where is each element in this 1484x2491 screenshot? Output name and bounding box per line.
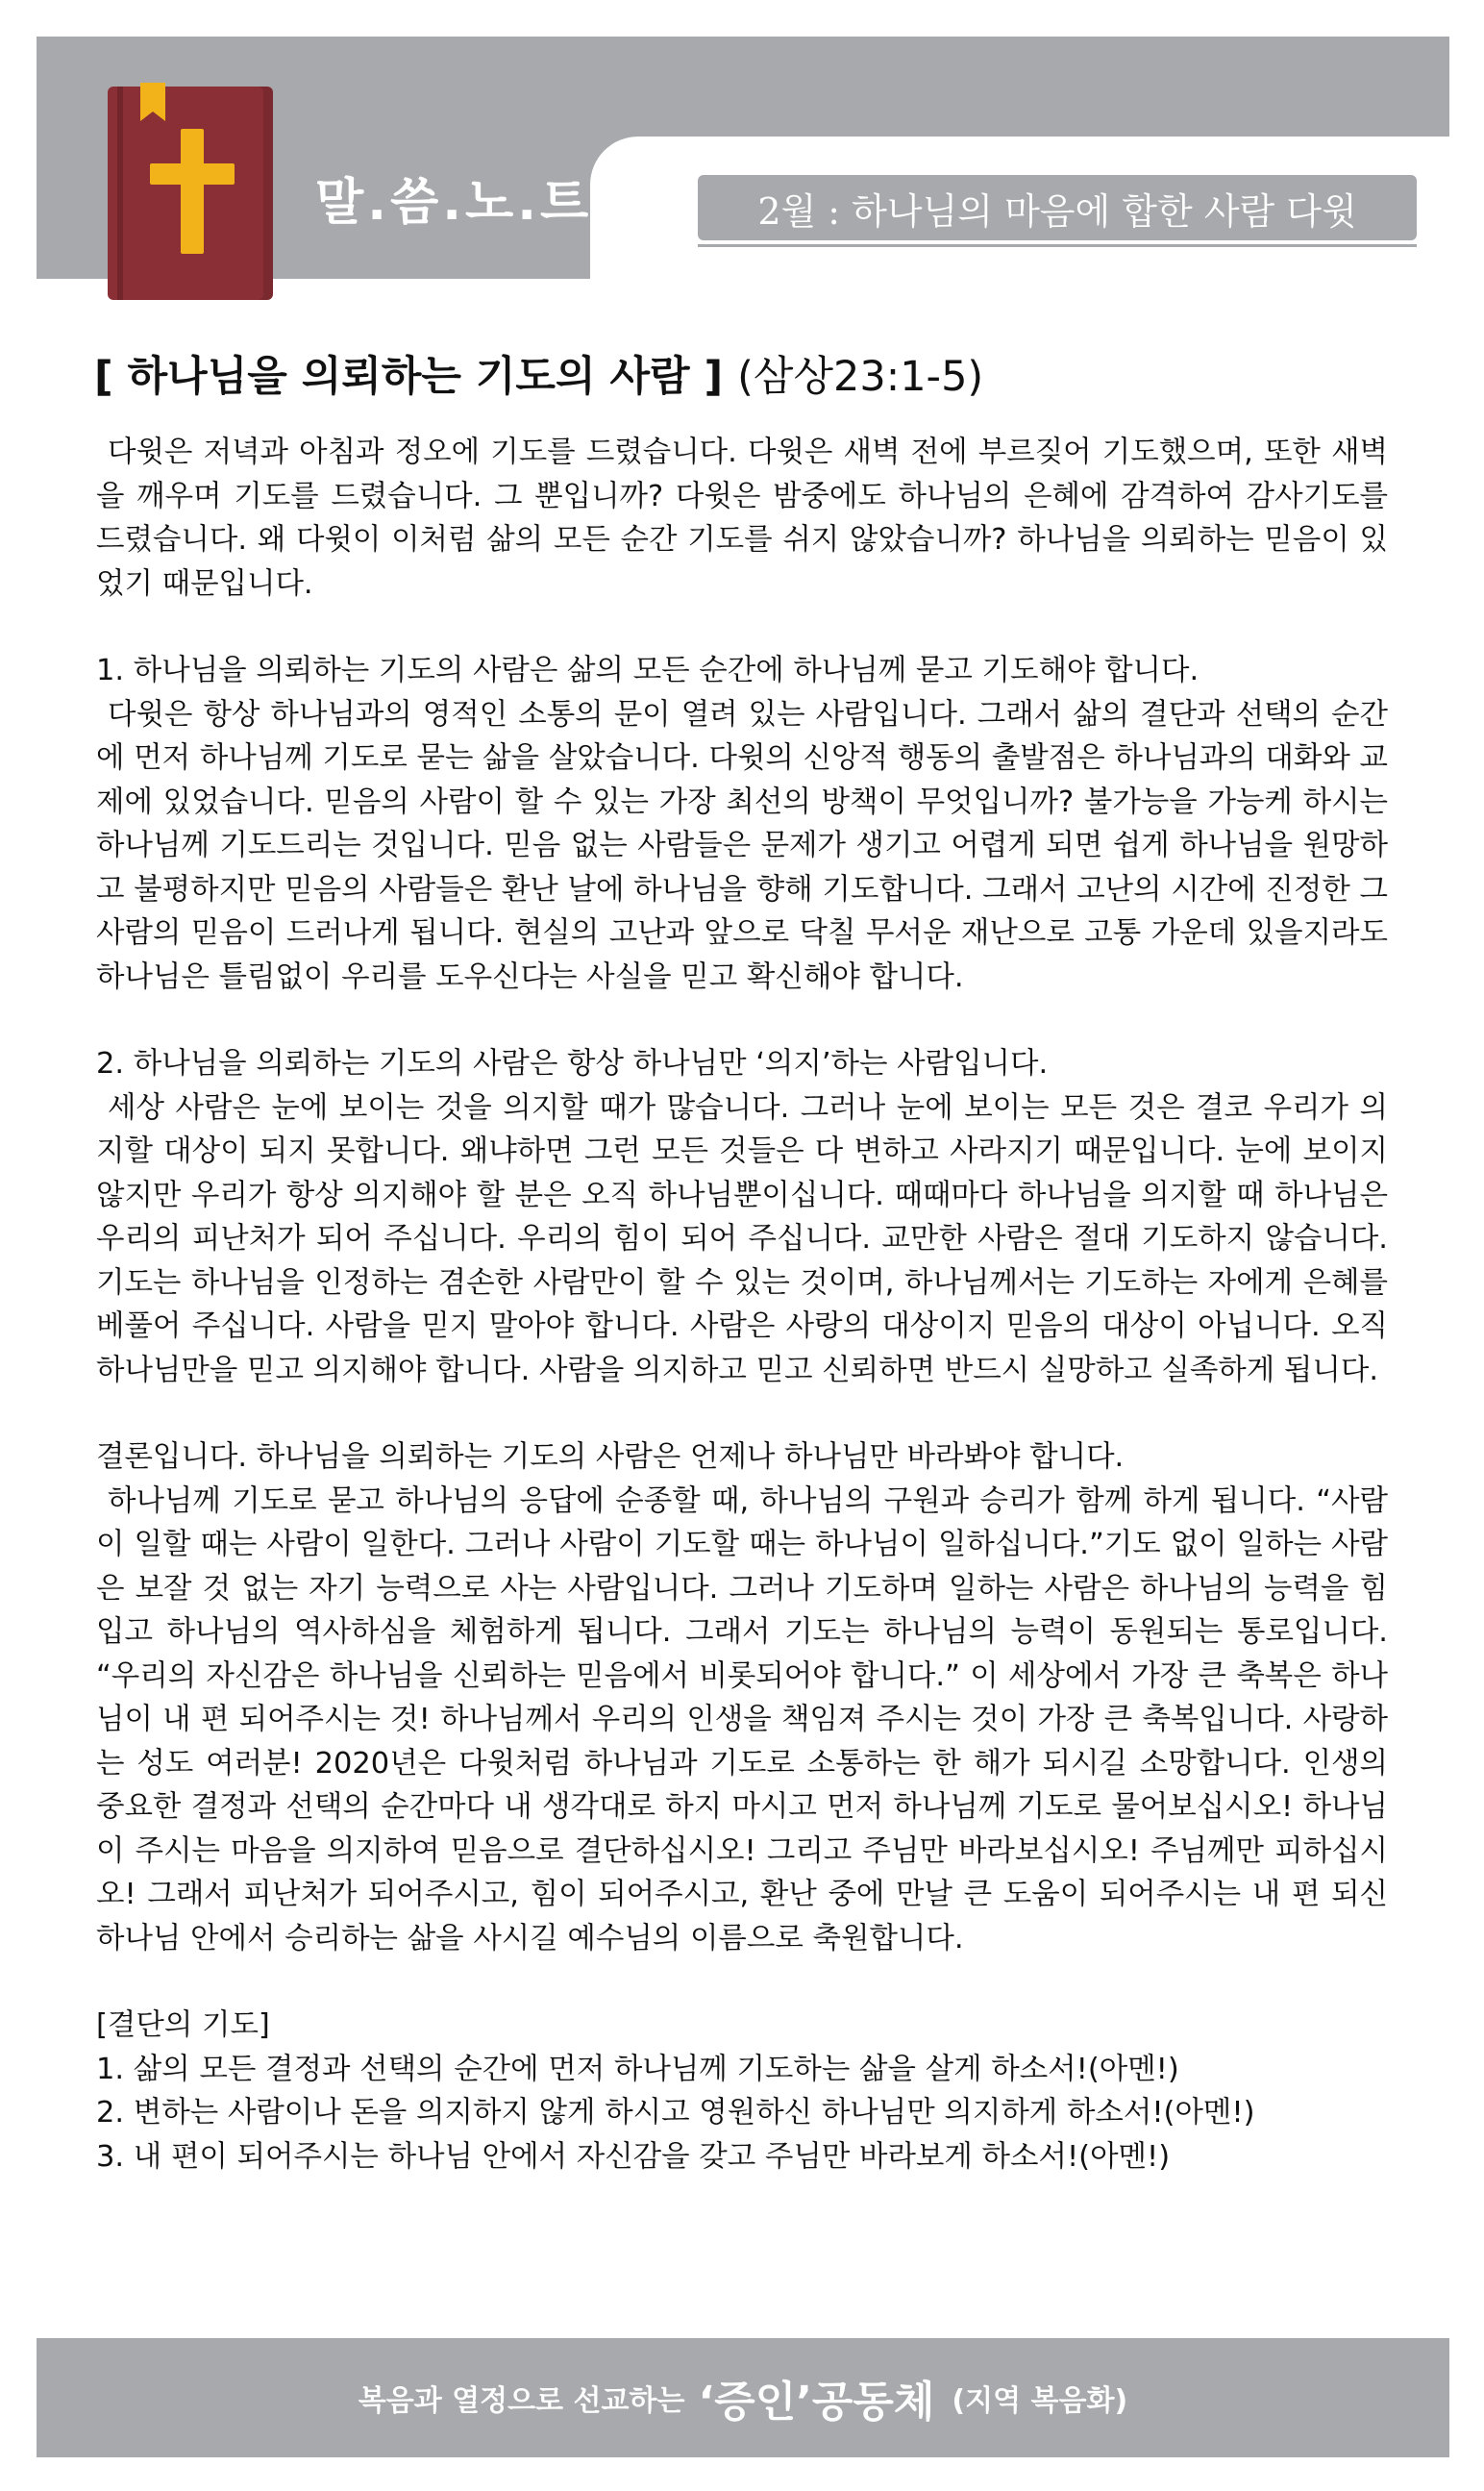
bookmark-ribbon — [140, 83, 165, 121]
point1-paragraph: 다윗은 항상 하나님과의 영적인 소통의 문이 열려 있는 사람입니다. 그래서 삶의 결단과 선택의 순간에 먼저 하나님께 기도로 묻는 삶을 살았습니다. 다윗의 신앙적 행동의 출발점은 하나님과의 대화와 교제에 있었습니다. 믿음의 사람이 할 수 있는 가장 최선의 방책이 무엇입니까? 불가능을 가능케 하시는 하나님께 기도드리는 것입니다. 믿음 없는 사람들은 문제가 생기고 어렵게 되면 쉽게 하나님을 원망하고 불평하지만 믿음의 사람들은 환난 날에 하나님을 향해 기도합니다. 그래서 고난의 시간에 진정한 그 사람의 믿음이 드러나게 됩니다. 현실의 고난과 앞으로 닥칠 무서운 재난으로 고통 가운데 있을지라도 하나님은 틀림없이 우리를 도우신다는 사실을 믿고 확신해야 합니다. — [96, 697, 1388, 994]
footer-emphasis: ‘증인’공동체 — [698, 2378, 935, 2427]
footer-prefix: 복음과 열정으로 선교하는 — [358, 2384, 685, 2418]
brand-title: 말.씀.노.트 — [315, 174, 593, 232]
intro-paragraph: 다윗은 저녁과 아침과 정오에 기도를 드렸습니다. 다윗은 새벽 전에 부르짖어 기도했으며, 또한 새벽을 깨우며 기도를 드렸습니다. 그 뿐입니까? 다윗은 밤중에도 하나님의 은혜에 감격하여 감사기도를 드렸습니다. 왜 다윗이 이처럼 삶의 모든 순간 기도를 쉬지 않았습니까? 하나님을 의뢰하는 믿음이 있었기 때문입니다. — [96, 436, 1388, 601]
series-label: 2월 : 하나님의 마음에 합한 사람 다윗 — [698, 175, 1417, 240]
cross-horizontal — [150, 163, 235, 185]
prayer-item: 3. 내 편이 되어주시는 하나님 안에서 자신감을 갖고 주님만 바라보게 하소서!(아멘!) — [96, 2139, 1171, 2174]
conclusion-paragraph: 하나님께 기도로 묻고 하나님의 응답에 순종할 때, 하나님의 구원과 승리가 함께 하게 됩니다. “사람이 일할 때는 사람이 일한다. 그러나 사람이 기도할 때는 하나님이 일하십니다.”기도 없이 일하는 사람은 보잘 것 없는 자기 능력으로 사는 사람입니다. 그러나 기도하며 일하는 사람은 하나님의 능력을 힘입고 하나님의 역사하심을 체험하게 됩니다. 그래서 기도는 하나님의 능력이 동원되는 통로입니다. “우리의 자신감은 하나님을 신뢰하는 믿음에서 비롯되어야 합니다.” 이 세상에서 가장 큰 축복은 하나님이 내 편 되어주시는 것! 하나님께서 우리의 인생을 책임져 주시는 것이 가장 큰 축복입니다. 사랑하는 성도 여러분! 2020년은 다윗처럼 하나님과 기도로 소통하는 한 해가 되시길 소망합니다. 인생의 중요한 결정과 선택의 순간마다 내 생각대로 하지 마시고 먼저 하나님께 기도로 물어보십시오! 하나님이 주시는 마음을 의지하여 믿음으로 결단하십시오! 그리고 주님만 바라보십시오! 주님께만 피하십시오! 그래서 피난처가 되어주시고, 힘이 되어주시고, 환난 중에 만날 큰 도움이 되어주시는 내 편 되신 하나님 안에서 승리하는 삶을 사시길 예수님의 이름으로 축원합니다. — [96, 1483, 1388, 1955]
prayer-item: 1. 삶의 모든 결정과 선택의 순간에 먼저 하나님께 기도하는 삶을 살게 하소서!(아멘!) — [96, 2052, 1179, 2086]
sermon-reference: (삼상23:1-5) — [737, 353, 984, 401]
point2-heading: 2. 하나님을 의뢰하는 기도의 사람은 항상 하나님만 ‘의지’하는 사람입니다. — [96, 1047, 1049, 1081]
sermon-title-text: [ 하나님을 의뢰하는 기도의 사람 ] — [94, 353, 724, 401]
cross-vertical — [181, 129, 204, 254]
prayer-heading: [결단의 기도] — [96, 2008, 270, 2042]
sermon-title — [94, 344, 983, 403]
bible-spine — [117, 87, 123, 300]
prayer-item: 2. 변하는 사람이나 돈을 의지하지 않게 하시고 영원하신 하나님만 의지하게 하소서!(아멘!) — [96, 2096, 1255, 2130]
footer-banner — [37, 2338, 1449, 2457]
footer-suffix: (지역 복음화) — [952, 2384, 1128, 2418]
sermon-body — [96, 431, 1388, 2179]
conclusion-heading: 결론입니다. 하나님을 의뢰하는 기도의 사람은 언제나 하나님만 바라봐야 합니다. — [96, 1440, 1125, 1474]
point2-paragraph: 세상 사람은 눈에 보이는 것을 의지할 때가 많습니다. 그러나 눈에 보이는 모든 것은 결코 우리가 의지할 대상이 되지 못합니다. 왜냐하면 그런 모든 것들은 다 변하고 사라지기 때문입니다. 눈에 보이지 않지만 우리가 항상 의지해야 할 분은 오직 하나님뿐이십니다. 때때마다 하나님을 의지할 때 하나님은 우리의 피난처가 되어 주십니다. 우리의 힘이 되어 주십니다. 교만한 사람은 절대 기도하지 않습니다. 기도는 하나님을 인정하는 겸손한 사람만이 할 수 있는 것이며, 하나님께서는 기도하는 자에게 은혜를 베풀어 주십니다. 사람을 믿지 말아야 합니다. 사람은 사랑의 대상이지 믿음의 대상이 아닙니다. 오직 하나님만을 믿고 의지해야 합니다. 사람을 의지하고 믿고 신뢰하면 반드시 실망하고 실족하게 됩니다. — [96, 1090, 1388, 1387]
bible-cross-icon — [108, 87, 273, 300]
series-underline — [698, 244, 1417, 247]
header-notch — [590, 137, 686, 279]
point1-heading: 1. 하나님을 의뢰하는 기도의 사람은 삶의 모든 순간에 하나님께 묻고 기도해야 합니다. — [96, 654, 1200, 687]
